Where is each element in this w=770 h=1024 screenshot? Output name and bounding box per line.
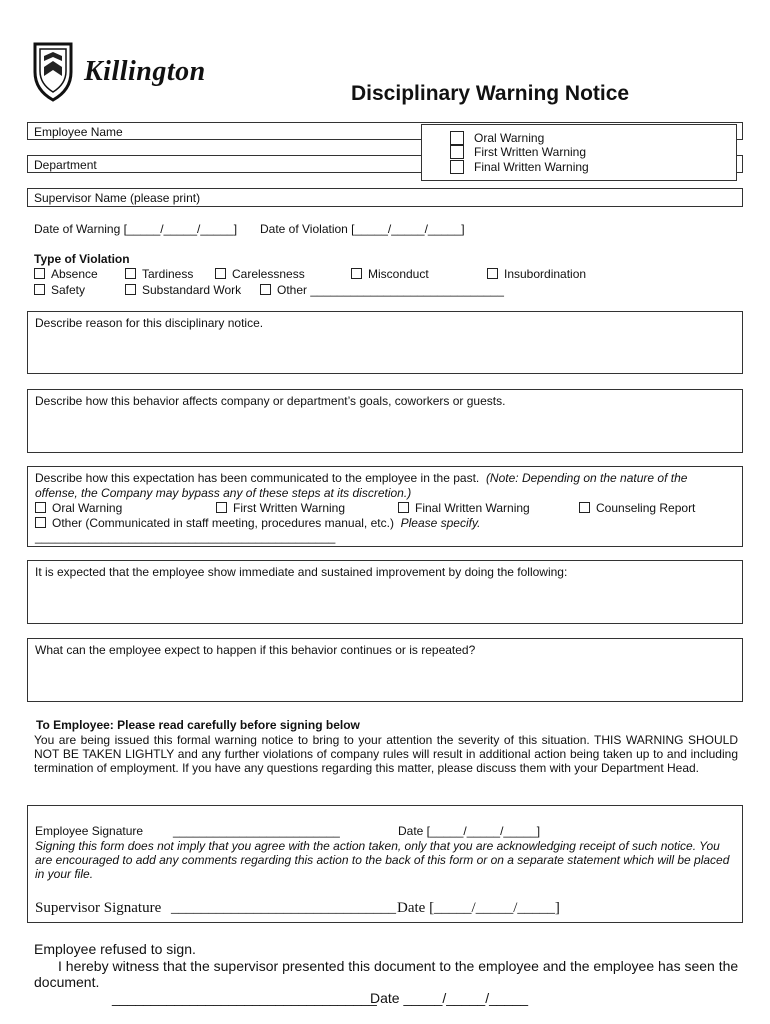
violation-other[interactable]: Other _____________________________ [260,283,504,297]
violation-misconduct[interactable]: Misconduct [351,267,429,281]
employee-signature-line[interactable]: _________________________ [173,824,340,838]
comm-oral[interactable]: Oral Warning [35,501,122,515]
effect-box[interactable] [27,389,743,453]
comm-specify-line[interactable]: _____________________________________________ [35,530,336,544]
warning-final-written[interactable]: Final Written Warning [452,160,589,174]
checkbox-icon[interactable] [351,268,362,279]
page-title: Disciplinary Warning Notice [351,82,630,105]
communicated-box [27,466,743,547]
supervisor-name-field[interactable] [27,188,743,207]
checkbox-icon[interactable] [34,284,45,295]
comm-final-written[interactable]: Final Written Warning [398,501,530,515]
checkbox-icon[interactable] [215,268,226,279]
date-of-violation[interactable]: Date of Violation [_____/_____/_____] [260,222,465,236]
employee-signature-label: Employee Signature [35,824,144,838]
supervisor-signature-label: Supervisor Signature [35,900,162,916]
date-of-warning[interactable]: Date of Warning [_____/_____/_____] [34,222,238,236]
reason-box[interactable] [27,311,743,374]
supervisor-signature-date[interactable]: Date [_____/_____/_____] [397,900,560,916]
department-label: Department [34,158,97,172]
checkbox-icon[interactable] [398,502,409,513]
shield-logo-icon [33,42,73,102]
violation-safety[interactable]: Safety [34,283,85,297]
checkbox-icon[interactable] [34,268,45,279]
violation-carelessness[interactable]: Carelessness [215,267,305,281]
violation-insubordination[interactable]: Insubordination [487,267,586,281]
checkbox-icon[interactable] [125,284,136,295]
refusal-body: I hereby witness that the supervisor presented this document to the employee and the employee has seen the document. [34,958,739,990]
refusal-heading: Employee refused to sign. [34,941,196,957]
consequence-label: What can the employee expect to happen if this behavior continues or is repeated? [35,643,476,657]
communicated-label: Describe how this expectation has been communicated to the employee in the past. (Note: Depending on the nature of the [35,471,688,485]
employee-signature-date[interactable]: Date [_____/_____/_____] [398,824,541,838]
comm-other[interactable]: Other (Communicated in staff meeting, procedures manual, etc.) Please specify. [35,516,480,530]
consequence-box[interactable] [27,638,743,702]
violation-tardiness[interactable]: Tardiness [125,267,193,281]
brand-name: Killington [84,56,206,87]
employee-name-label: Employee Name [34,125,123,139]
checkbox-icon[interactable] [216,502,227,513]
signature-box [27,805,743,923]
warning-first-written[interactable]: First Written Warning [452,145,586,159]
reason-label: Describe reason for this disciplinary notice. [35,316,264,330]
logo [33,42,73,105]
checkbox-icon[interactable] [450,131,464,145]
supervisor-name-label: Supervisor Name (please print) [34,191,201,205]
checkbox-icon[interactable] [579,502,590,513]
violation-absence[interactable]: Absence [34,267,98,281]
comm-first-written[interactable]: First Written Warning [216,501,345,515]
warning-oral[interactable]: Oral Warning [452,131,544,145]
witness-date[interactable]: Date _____/_____/_____ [370,990,529,1006]
expected-box[interactable] [27,560,743,624]
to-employee-heading: To Employee: Please read carefully before signing below [36,718,360,732]
expected-label: It is expected that the employee show immediate and sustained improvement by doing the following: [35,565,568,579]
warning-level-box [421,124,737,181]
checkbox-icon[interactable] [35,517,46,528]
comm-counseling[interactable]: Counseling Report [579,501,695,515]
checkbox-icon[interactable] [260,284,271,295]
violation-substandard[interactable]: Substandard Work [125,283,241,297]
checkbox-icon[interactable] [450,160,464,174]
checkbox-icon[interactable] [35,502,46,513]
communicated-note: offense, the Company may bypass any of these steps at its discretion.) [35,486,412,500]
violation-heading: Type of Violation [34,252,130,266]
supervisor-signature-line[interactable]: ______________________________ [171,900,396,916]
signature-note: Signing this form does not imply that you agree with the action taken, only that you are acknowledging receipt of such notice. You are encouraged to add any comments regarding this action to the back of this form or on a separate statement which will be placed in your file. [35,839,730,881]
effect-label: Describe how this behavior affects company or department’s goals, coworkers or guests. [35,394,506,408]
witness-line[interactable]: __________________________________ [112,990,377,1006]
checkbox-icon[interactable] [450,145,464,159]
checkbox-icon[interactable] [125,268,136,279]
to-employee-body: You are being issued this formal warning notice to bring to your attention the severity of this situation. THIS WARNING SHOULD NOT BE TAKEN LIGHTLY and any further violations of company rules will result in additional action being taken up to and including termination of employment. If you have any questions regarding this matter, please discuss them with your Department Head. [34,733,738,775]
checkbox-icon[interactable] [487,268,498,279]
